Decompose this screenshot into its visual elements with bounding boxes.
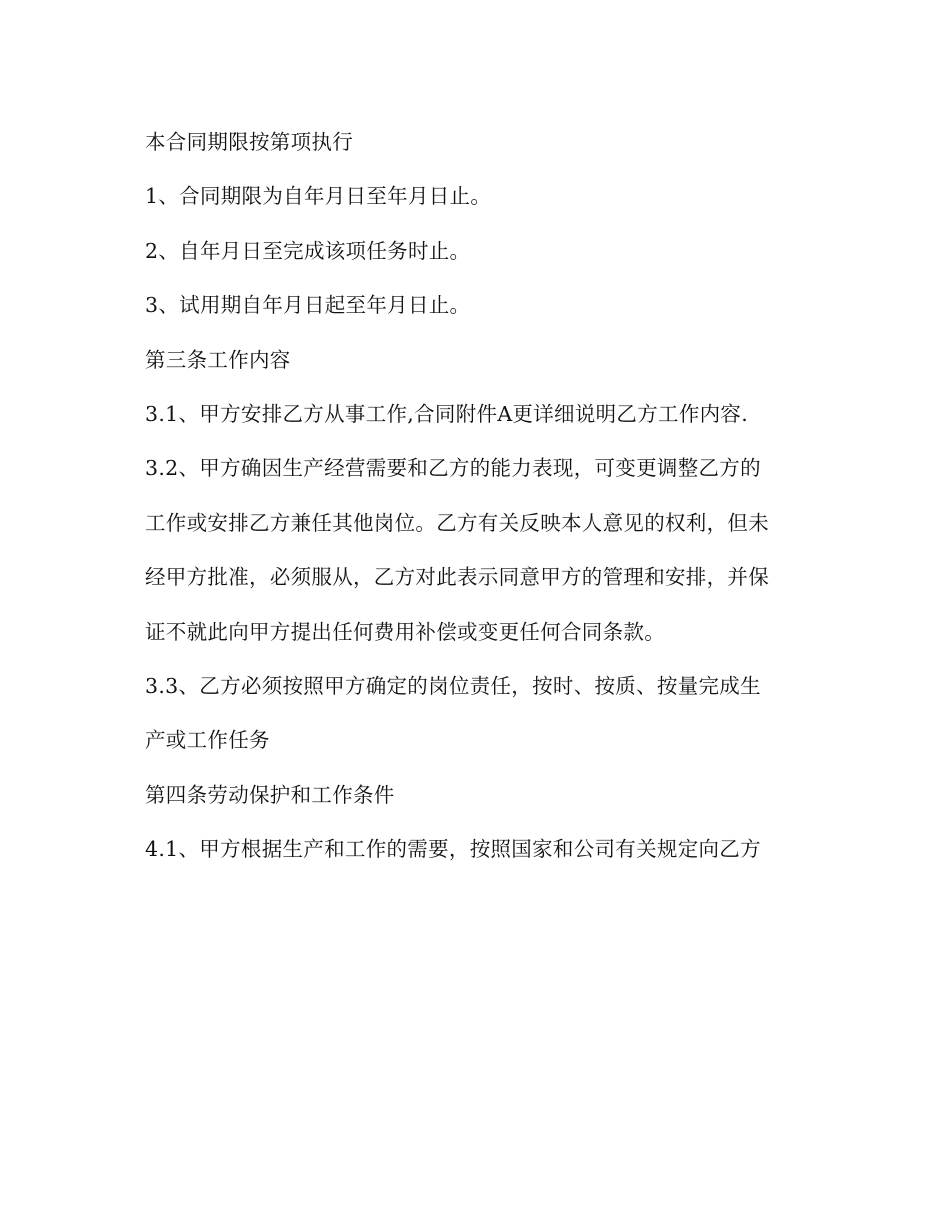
term-option-3: 3、试用期自年月日起至年月日止。 bbox=[145, 293, 471, 318]
term-option-2: 2、自年月日至完成该项任务时止。 bbox=[145, 238, 471, 263]
article-4-heading: 第四条劳动保护和工作条件 bbox=[145, 782, 395, 807]
clause-3-3-line-1: 3.3、乙方必须按照甲方确定的岗位责任，按时、按质、按量完成生 bbox=[145, 673, 761, 698]
clause-3-2-line-3: 经甲方批准，必须服从，乙方对此表示同意甲方的管理和安排，并保 bbox=[145, 565, 769, 590]
clause-3-2-line-4: 证不就此向甲方提出任何费用补偿或变更任何合同条款。 bbox=[145, 619, 665, 644]
term-option-1: 1、合同期限为自年月日至年月日止。 bbox=[145, 184, 492, 209]
clause-3-2-line-2: 工作或安排乙方兼任其他岗位。乙方有关反映本人意见的权利，但未 bbox=[145, 510, 769, 535]
document-body bbox=[145, 121, 815, 882]
clause-4-1-line-1: 4.1、甲方根据生产和工作的需要，按照国家和公司有关规定向乙方 bbox=[145, 837, 761, 862]
clause-3-2-line-1: 3.2、甲方确因生产经营需要和乙方的能力表现，可变更调整乙方的 bbox=[145, 456, 761, 481]
clause-3-1: 3.1、甲方安排乙方从事工作,合同附件A更详细说明乙方工作内容. bbox=[145, 401, 749, 426]
clause-3-3-line-2: 产或工作任务 bbox=[145, 728, 270, 753]
article-3-heading: 第三条工作内容 bbox=[145, 347, 291, 372]
term-intro-line: 本合同期限按第项执行 bbox=[145, 130, 353, 154]
